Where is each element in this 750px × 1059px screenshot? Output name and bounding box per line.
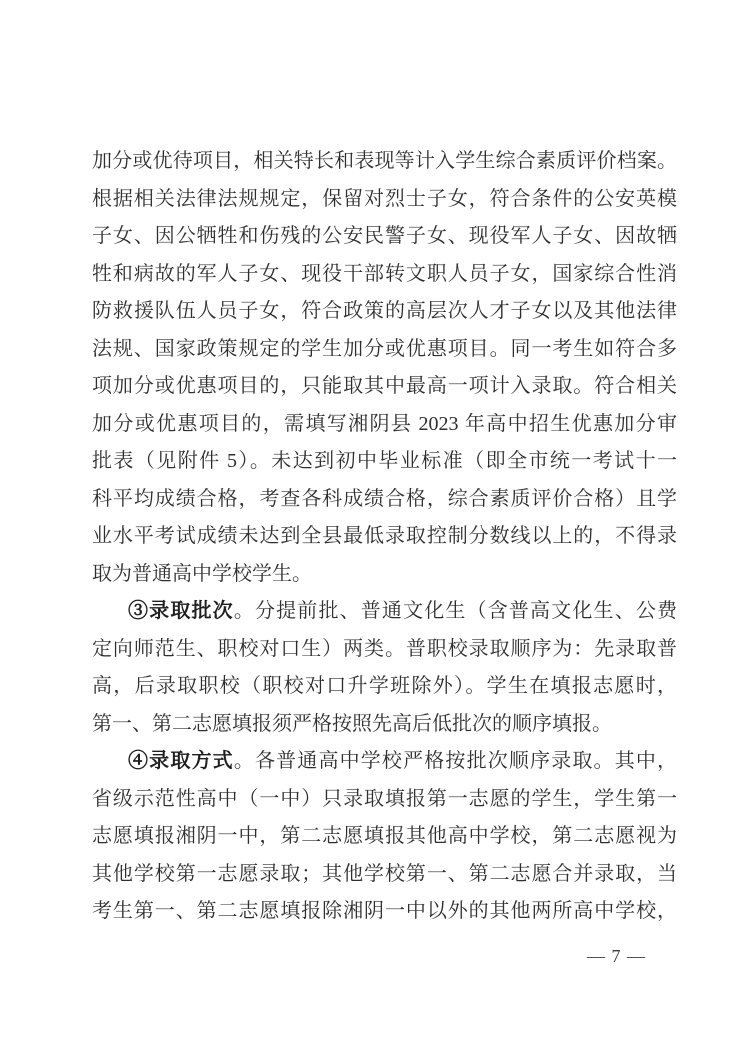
text-line <box>92 856 677 894</box>
text-line <box>92 518 677 556</box>
text-segment: 定向师范生、职校对口生）两类。普职校录取顺序为：先录取普 <box>92 637 677 660</box>
text-segment: 加分或优惠项目的，需填写湘阴县 2023 年高中招生优惠加分审 <box>92 412 677 435</box>
text-segment: 取为普通高中学校学生。 <box>92 562 312 585</box>
document-body <box>92 143 677 931</box>
text-line <box>92 593 677 631</box>
text-line <box>92 331 677 369</box>
paragraph-lead: ④录取方式 <box>128 750 234 772</box>
text-line <box>92 556 677 594</box>
text-line <box>92 818 677 856</box>
text-segment: 其他学校第一志愿录取；其他学校第一、第二志愿合并录取，当 <box>92 862 677 885</box>
text-line <box>92 143 677 181</box>
text-segment: 志愿填报湘阴一中，第二志愿填报其他高中学校，第二志愿视为 <box>92 825 677 847</box>
text-segment: 子女、因公牺牲和伤残的公安民警子女、现役军人子女、因故牺 <box>92 225 677 247</box>
page-number: — 7 — <box>587 946 646 966</box>
text-line <box>92 481 677 519</box>
text-segment: 项加分或优惠项目的，只能取其中最高一项计入录取。符合相关 <box>92 375 677 397</box>
text-line <box>92 368 677 406</box>
text-line <box>92 631 677 669</box>
text-segment: 根据相关法律法规规定，保留对烈士子女，符合条件的公安英模 <box>92 187 677 210</box>
text-segment: 业水平考试成绩未达到全县最低录取控制分数线以上的，不得录 <box>92 525 677 547</box>
text-line <box>92 406 677 444</box>
text-line <box>92 781 677 819</box>
text-segment: 法规、国家政策规定的学生加分或优惠项目。同一考生如符合多 <box>92 337 677 360</box>
text-segment: 牲和病故的军人子女、现役干部转文职人员子女，国家综合性消 <box>92 262 677 285</box>
text-line <box>92 293 677 331</box>
text-line <box>92 181 677 219</box>
text-segment: 第一、第二志愿填报须严格按照先高后低批次的顺序填报。 <box>92 712 612 735</box>
text-line <box>92 668 677 706</box>
text-segment: 高，后录取职校（职校对口升学班除外）。学生在填报志愿时， <box>92 675 677 697</box>
text-line <box>92 893 677 931</box>
text-segment: 防救援队伍人员子女，符合政策的高层次人才子女以及其他法律 <box>92 300 677 322</box>
text-segment: 。分提前批、普通文化生（含普高文化生、公费 <box>233 600 678 622</box>
text-line <box>92 256 677 294</box>
text-line <box>92 743 677 781</box>
text-segment: 省级示范性高中（一中）只录取填报第一志愿的学生，学生第一 <box>92 787 677 810</box>
text-segment: 批表（见附件 5）。未达到初中毕业标准（即全市统一考试十一 <box>92 450 677 472</box>
text-segment: 考生第一、第二志愿填报除湘阴一中以外的其他两所高中学校， <box>92 900 677 922</box>
text-segment: 科平均成绩合格，考查各科成绩合格，综合素质评价合格）且学 <box>92 487 677 510</box>
text-line <box>92 706 677 744</box>
text-segment: 。各普通高中学校严格按批次顺序录取。其中， <box>233 750 678 772</box>
text-line <box>92 443 677 481</box>
paragraph-lead: ③录取批次 <box>128 600 234 622</box>
text-line <box>92 218 677 256</box>
text-segment: 加分或优待项目，相关特长和表现等计入学生综合素质评价档案。 <box>92 150 677 172</box>
